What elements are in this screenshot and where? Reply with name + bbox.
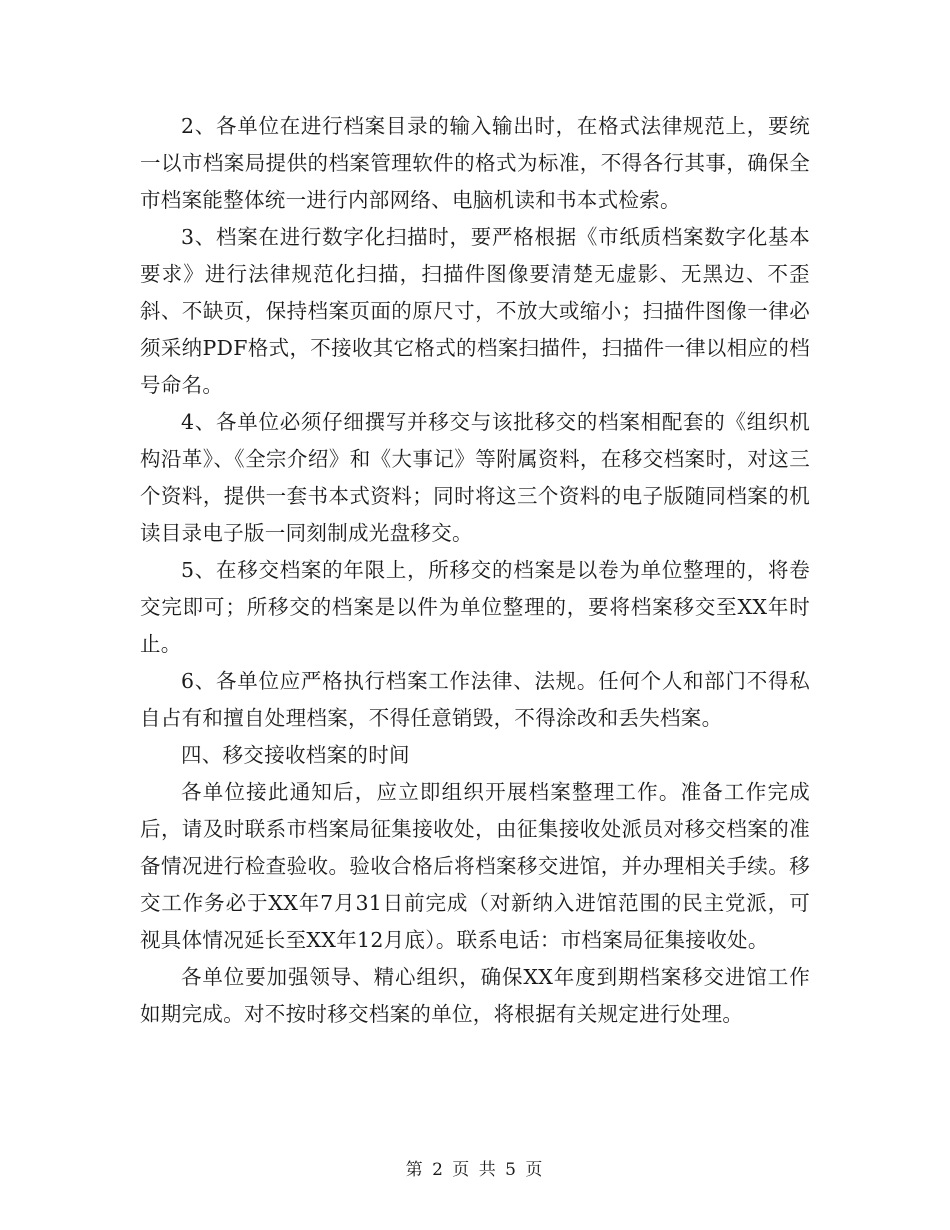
paragraph-item-5: 5、在移交档案的年限上，所移交的档案是以卷为单位整理的，将卷交完即可；所移交的档案是以件为单位整理的，要将档案移交至XX年时止。 [140,558,810,656]
paragraph-closing: 各单位要加强领导、精心组织，确保XX年度到期档案移交进馆工作如期完成。对不按时移交档案的单位，将根据有关规定进行处理。 [140,965,810,1026]
paragraph-item-2: 2、各单位在进行档案目录的输入输出时，在格式法律规范上，要统一以市档案局提供的档案管理软件的格式为标准，不得各行其事，确保全市档案能整体统一进行内部网络、电脑机读和书本式检索。 [140,114,810,212]
section-heading-4: 四、移交接收档案的时间 [181,743,410,767]
paragraph-item-4: 4、各单位必须仔细撰写并移交与该批移交的档案相配套的《组织机构沿革》、《全宗介绍》和《大事记》等附属资料，在移交档案时，对这三个资料，提供一套书本式资料；同时将这三个资料的电子版随同档案的机读目录电子版一同刻制成光盘移交。 [140,410,810,545]
paragraph-schedule: 各单位接此通知后，应立即组织开展档案整理工作。准备工作完成后，请及时联系市档案局征集接收处，由征集接收处派员对移交档案的准备情况进行检查验收。验收合格后将档案移交进馆，并办理相关手续。移交工作务必于XX年7月31日前完成（对新纳入进馆范围的民主党派，可视具体情况延长至XX年12月底）。联系电话：市档案局征集接收处。 [140,780,810,952]
paragraph-item-3: 3、档案在进行数字化扫描时，要严格根据《市纸质档案数字化基本要求》进行法律规范化扫描，扫描件图像要清楚无虚影、无黑边、不歪斜、不缺页，保持档案页面的原尺寸，不放大或缩小；扫描件图像一律必须采纳PDF格式，不接收其它格式的档案扫描件，扫描件一律以相应的档号命名。 [140,225,810,397]
page-footer: 第 2 页 共 5 页 [405,1160,545,1180]
document-body [140,108,810,1033]
paragraph-item-6: 6、各单位应严格执行档案工作法律、法规。任何个人和部门不得私自占有和擅自处理档案，不得任意销毁，不得涂改和丢失档案。 [140,669,810,730]
